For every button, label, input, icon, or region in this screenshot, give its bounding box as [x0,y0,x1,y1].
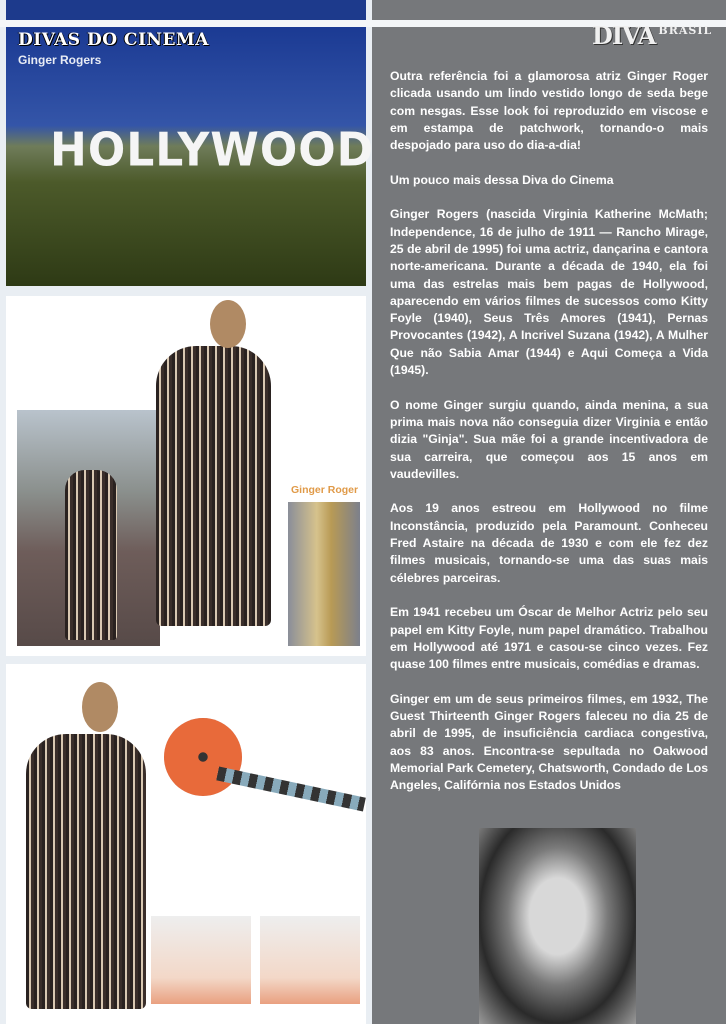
ginger-gold-dress-photo [288,502,360,646]
paragraph: Outra referência foi a glamorosa atriz Ginger Roger clicada usando um lindo vestido longo de seda bege com nesgas. Esse look foi reproduzido em viscose e em estampa de patchwork, tornando-o mais despojado para uso do dia-a-dia! [390,69,708,153]
model-photo-long-dress [26,734,146,1009]
paragraph: Ginger Rogers (nascida Virginia Katherine McMath; Independence, 16 de julho de 1911 — Rancho Mirage, 25 de abril de 1995) foi uma actriz, dançarina e cantora norte-americana. Durante a década de 1940, ela foi uma das estrelas mais bem pagas de Hollywood, aparecendo em vários filmes de sucessos como Kitty Foyle (1940), Seus Três Amores (1941), Pernas Provocantes (1942), A Incrivel Suzana (1942), A Mulher Que não Sabia Amar (1944) e Aqui Começa a Vida (1945). [390,207,708,378]
model-head [210,300,246,348]
walk-of-fame-photo [17,410,160,646]
diva-brasil-logo [592,22,712,50]
look-panel-2 [6,664,366,1024]
section-title: DIVAS DO CINEMA [18,30,209,50]
hollywood-hero-image [6,27,375,286]
model-dress [65,470,117,640]
shoe-photo-2 [260,916,360,1004]
hollywood-sign: HOLLYWOOD [50,123,375,178]
film-strip [216,767,366,812]
model-head [82,682,118,732]
shoe-photo-1 [151,916,251,1004]
model-photo-kimono [156,346,271,626]
photo-caption: Ginger Roger [291,484,359,496]
film-reel-icon [164,718,242,796]
paragraph: Em 1941 recebeu um Óscar de Melhor Actriz pelo seu papel em Kitty Foyle, num papel dramático. Trabalhou em Hollywood até 1971 e casou-se cinco vezes. Fez quase 100 filmes entre musicais, comédias e dramas. [390,605,708,672]
look-panel [6,296,366,656]
paragraph: Ginger em um de seus primeiros filmes, em 1932, The Guest Thirteenth Ginger Rogers faleceu no dia 25 de abril de 1995, de insuficiência cardiaca congestiva, aos 83 anos. Encontra-se sepultada no Oakwood Memorial Park Cemetery, Chatsworth, Condado de Los Angeles, Califórnia nos Estados Unidos [390,691,708,793]
logo-diva: DIVA [592,21,656,50]
ginger-rogers-portrait [479,828,636,1024]
subheading: Um pouco mais dessa Diva do Cinema [390,172,614,187]
top-photo-strip [6,0,366,20]
article-text [390,68,708,812]
logo-brasil: BRASIL [658,24,713,37]
paragraph: Aos 19 anos estreou em Hollywood no filme Inconstância, produzido pela Paramount. Conheceu Fred Astaire na década de 1930 e com ele fez dez filmes musicais, tornando-se uma das suas mais célebres parceiras. [390,501,708,585]
subtitle: Ginger Rogers [18,53,102,67]
paragraph: O nome Ginger surgiu quando, ainda menina, a sua prima mais nova não conseguia dizer Virginia e então dizia "Ginja". Sua mãe foi a grande incentivadora de sua carreira, que começou aos 15 anos em vaudevilles. [390,397,708,481]
